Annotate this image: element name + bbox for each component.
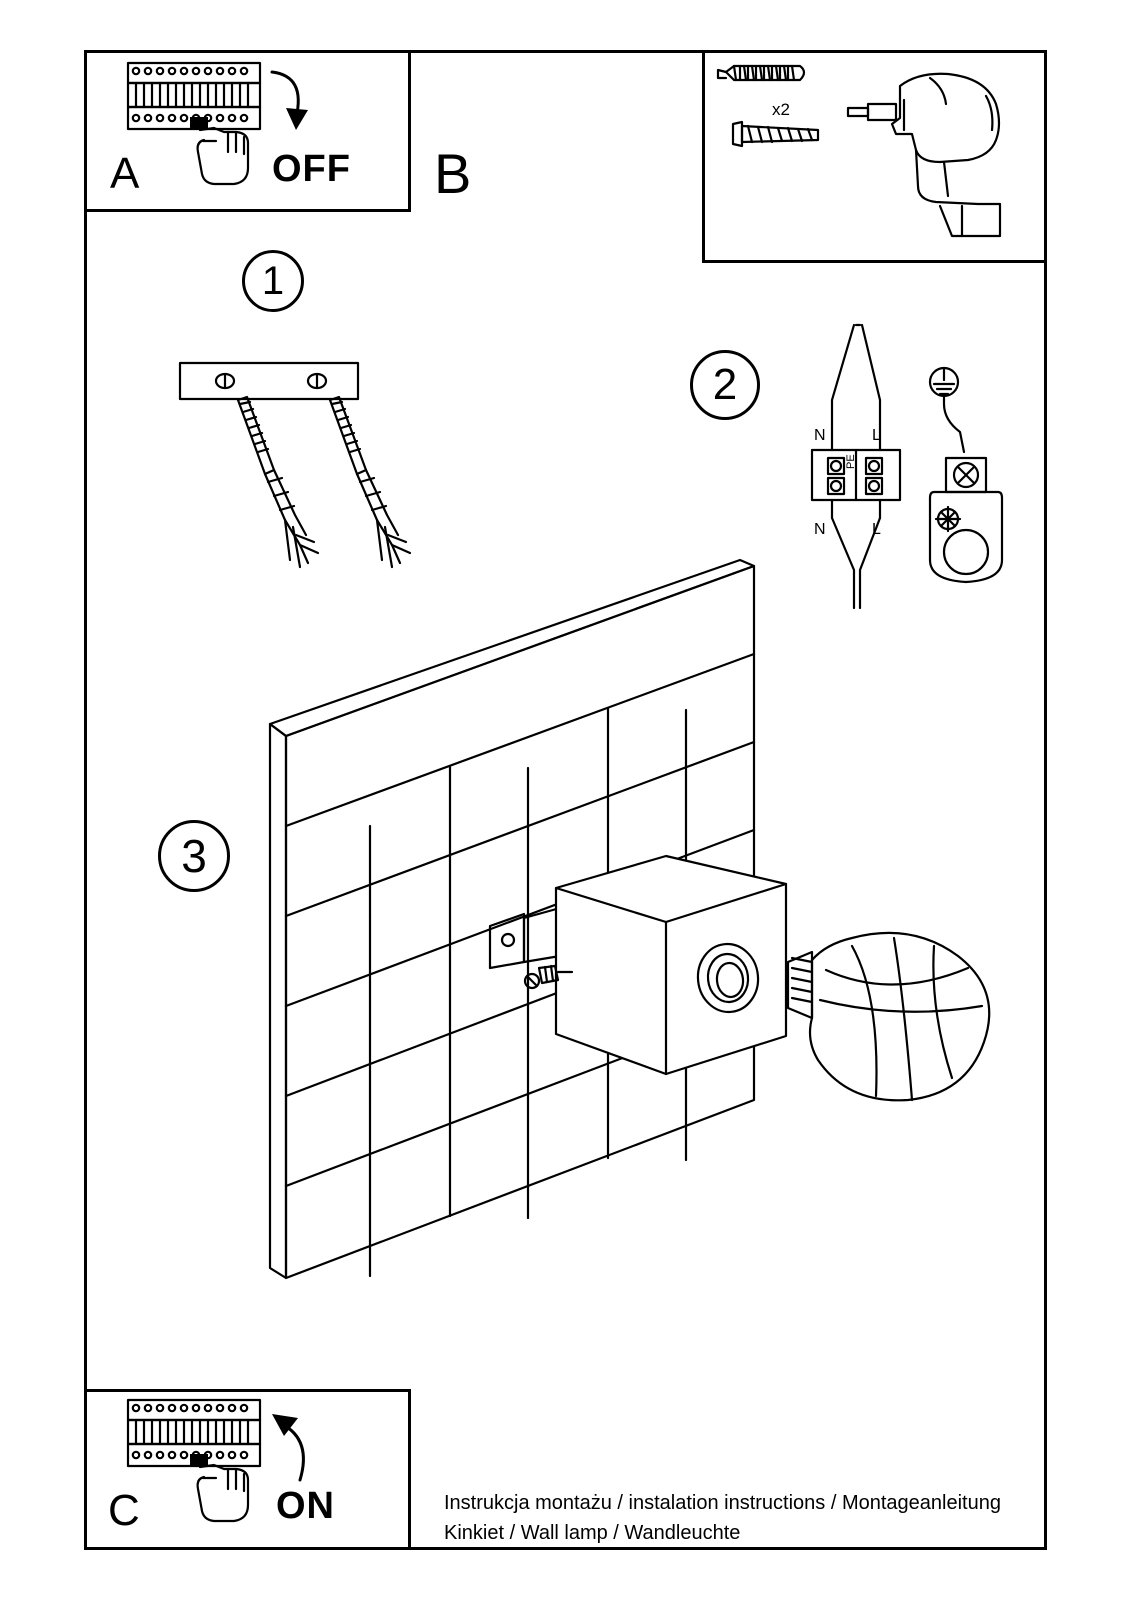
panel-b	[702, 50, 1047, 263]
footer-title: Instrukcja montażu / instalation instructions / Montageanleitung	[444, 1492, 1001, 1514]
step-1-badge: 1	[242, 250, 304, 312]
terminal-label-n-top: N	[814, 427, 826, 444]
dowel-quantity-label: x2	[772, 100, 790, 119]
terminal-label-l-top: L	[872, 427, 881, 444]
terminal-label-pe: PE	[845, 454, 857, 469]
step-3-badge: 3	[158, 820, 230, 892]
panel-c-letter: C	[108, 1486, 140, 1535]
panel-c-action-label: ON	[276, 1485, 335, 1527]
panel-a-action-label: OFF	[272, 148, 351, 190]
panel-a-letter: A	[110, 149, 140, 198]
footer-subtitle: Kinkiet / Wall lamp / Wandleuchte	[444, 1522, 741, 1544]
panel-b-letter: B	[434, 142, 472, 205]
page-border	[84, 50, 1047, 1550]
terminal-label-n-bottom: N	[814, 521, 826, 538]
step-2-badge: 2	[690, 350, 760, 420]
terminal-label-l-bottom: L	[872, 521, 881, 538]
